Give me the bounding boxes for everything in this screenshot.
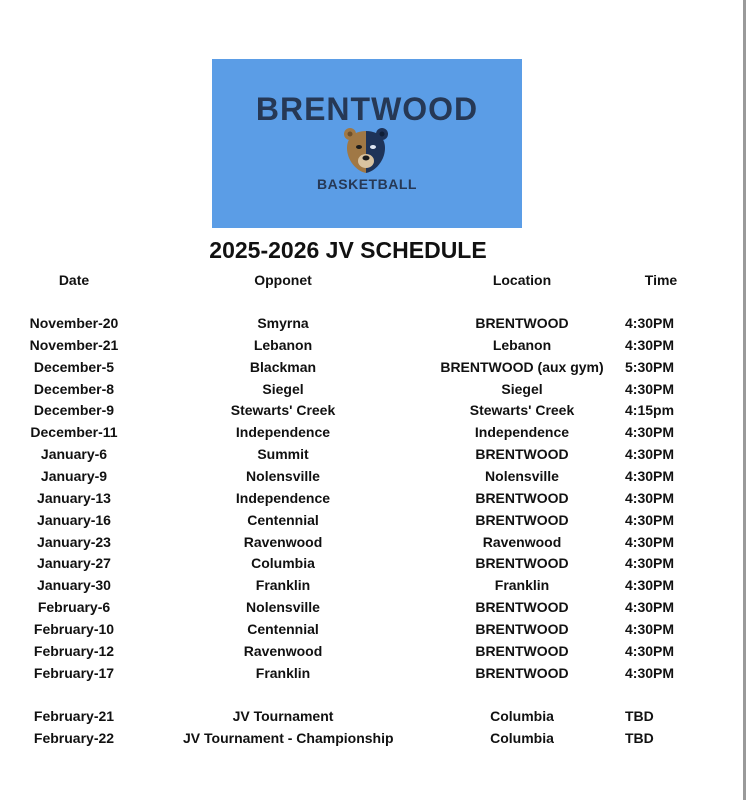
schedule-cell-location: BRENTWOOD (475, 512, 569, 528)
bear-icon (339, 126, 393, 176)
schedule-cell-location: Lebanon (492, 337, 552, 353)
schedule-cell-location: BRENTWOOD (aux gym) (440, 359, 604, 375)
schedule-cell-opponent: Nolensville (246, 599, 320, 615)
schedule-cell-time: 4:30PM (625, 621, 675, 637)
schedule-cell-location: BRENTWOOD (475, 621, 569, 637)
schedule-cell-date: February-17 (33, 665, 115, 681)
schedule-cell-location: BRENTWOOD (475, 665, 569, 681)
schedule-cell-opponent: Blackman (249, 359, 317, 375)
schedule-cell-location: Stewarts' Creek (469, 402, 575, 418)
schedule-cell-location: BRENTWOOD (475, 446, 569, 462)
schedule-cell-date: February-21 (33, 708, 115, 724)
schedule-cell-time: 4:30PM (625, 424, 675, 440)
schedule-cell-opponent: Lebanon (253, 337, 313, 353)
schedule-cell-time: 4:30PM (625, 468, 675, 484)
schedule-cell-opponent: Summit (257, 446, 309, 462)
schedule-cell-time: 4:30PM (625, 534, 675, 550)
schedule-cell-opponent: Ravenwood (243, 534, 323, 550)
schedule-cell-location: Ravenwood (482, 534, 562, 550)
schedule-cell-date: December-11 (30, 424, 118, 440)
schedule-cell-date: January-6 (40, 446, 108, 462)
schedule-cell-location: Nolensville (485, 468, 559, 484)
schedule-cell-date: December-8 (33, 381, 115, 397)
schedule-cell-date: November-21 (29, 337, 119, 353)
schedule-cell-date: February-6 (37, 599, 111, 615)
schedule-cell-opponent: Ravenwood (243, 643, 323, 659)
schedule-cell-time: TBD (625, 730, 654, 746)
schedule-cell-time: 4:30PM (625, 446, 675, 462)
schedule-cell-date: January-16 (37, 512, 111, 528)
schedule-cell-location: BRENTWOOD (475, 315, 569, 331)
schedule-cell-date: January-9 (40, 468, 108, 484)
schedule-cell-opponent: Smyrna (257, 315, 309, 331)
schedule-cell-time: 4:30PM (625, 577, 675, 593)
schedule-cell-date: November-20 (29, 315, 119, 331)
schedule-cell-date: January-13 (37, 490, 111, 506)
header-location: Location (492, 272, 552, 288)
schedule-cell-time: 4:30PM (625, 315, 675, 331)
schedule-cell-opponent: Siegel (262, 381, 304, 397)
schedule-cell-location: Siegel (501, 381, 543, 397)
schedule-cell-opponent: Nolensville (246, 468, 320, 484)
schedule-cell-time: 4:30PM (625, 555, 675, 571)
schedule-cell-location: Franklin (494, 577, 550, 593)
schedule-cell-time: 4:30PM (625, 337, 675, 353)
schedule-cell-location: BRENTWOOD (475, 599, 569, 615)
schedule-cell-date: December-5 (33, 359, 115, 375)
schedule-cell-time: 4:30PM (625, 665, 675, 681)
schedule-cell-time: 4:30PM (625, 599, 675, 615)
schedule-cell-opponent: Centennial (247, 621, 319, 637)
schedule-cell-date: December-9 (33, 402, 115, 418)
schedule-cell-time: 4:15pm (625, 402, 675, 418)
schedule-cell-date: January-30 (37, 577, 111, 593)
schedule-cell-opponent: Stewarts' Creek (230, 402, 336, 418)
schedule-cell-opponent: Franklin (255, 577, 311, 593)
schedule-cell-opponent: JV Tournament - Championship (183, 730, 394, 746)
logo-subtitle: BASKETBALL (317, 176, 417, 192)
schedule-cell-location: Independence (474, 424, 570, 440)
header-opponent: Opponet (254, 272, 312, 288)
schedule-cell-location: Columbia (490, 730, 554, 746)
page-title: 2025-2026 JV SCHEDULE (209, 237, 487, 263)
schedule-cell-location: BRENTWOOD (475, 643, 569, 659)
header-time: Time (644, 272, 678, 288)
team-logo (212, 59, 522, 228)
schedule-cell-time: 4:30PM (625, 512, 675, 528)
schedule-cell-location: BRENTWOOD (475, 490, 569, 506)
schedule-cell-date: February-12 (33, 643, 115, 659)
schedule-cell-time: 4:30PM (625, 381, 675, 397)
schedule-cell-opponent: Franklin (255, 665, 311, 681)
schedule-cell-date: February-10 (33, 621, 115, 637)
header-date: Date (58, 272, 90, 288)
schedule-cell-date: January-27 (37, 555, 111, 571)
schedule-cell-time: 4:30PM (625, 643, 675, 659)
logo-team-name: BRENTWOOD (255, 91, 479, 127)
schedule-cell-date: February-22 (33, 730, 115, 746)
schedule-cell-time: TBD (625, 708, 654, 724)
schedule-cell-opponent: Centennial (247, 512, 319, 528)
schedule-cell-location: Columbia (490, 708, 554, 724)
schedule-cell-location: BRENTWOOD (475, 555, 569, 571)
schedule-cell-opponent: Independence (235, 424, 331, 440)
schedule-cell-date: January-23 (37, 534, 111, 550)
schedule-cell-opponent: JV Tournament (232, 708, 334, 724)
schedule-cell-opponent: Columbia (251, 555, 315, 571)
schedule-cell-time: 5:30PM (625, 359, 675, 375)
schedule-cell-time: 4:30PM (625, 490, 675, 506)
schedule-cell-opponent: Independence (235, 490, 331, 506)
